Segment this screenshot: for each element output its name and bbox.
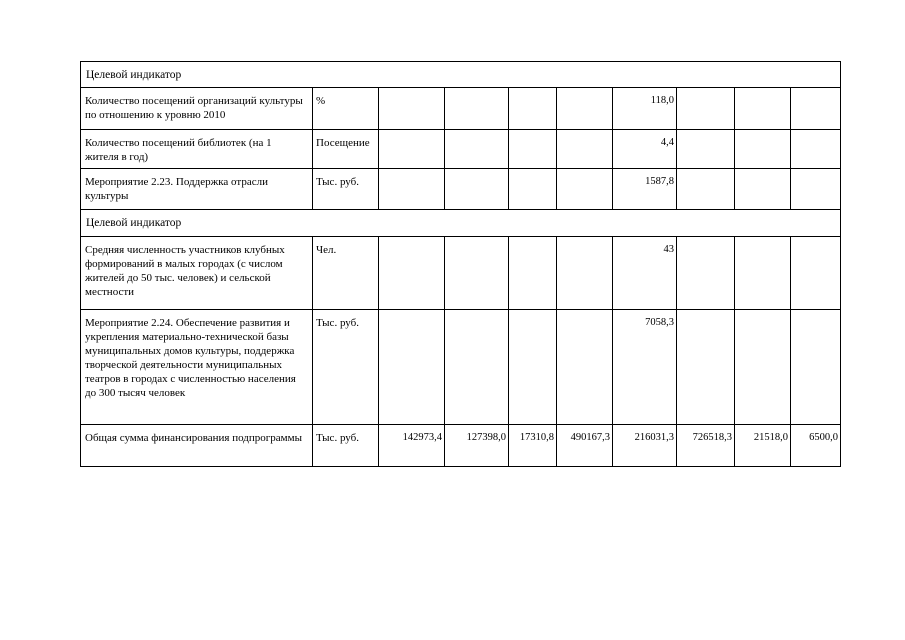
- value-cell: [379, 169, 445, 210]
- total-value-cell: 726518,3: [677, 425, 735, 467]
- value-cell: [791, 88, 841, 130]
- value-cell: [445, 310, 509, 425]
- value-cell: [509, 88, 557, 130]
- value-cell: 43: [613, 237, 677, 310]
- indicator-name: Количество посещений организаций культуры по отношению к уровню 2010: [81, 88, 313, 130]
- section-title: Целевой индикатор: [81, 210, 841, 237]
- total-value-cell: 142973,4: [379, 425, 445, 467]
- value-cell: [735, 169, 791, 210]
- value-cell: [735, 88, 791, 130]
- table-row: [81, 88, 841, 130]
- unit-cell: Чел.: [313, 237, 379, 310]
- value-cell: [445, 88, 509, 130]
- value-cell: 4,4: [613, 130, 677, 169]
- unit-cell: %: [313, 88, 379, 130]
- unit-cell: Тыс. руб.: [313, 169, 379, 210]
- unit-cell: Тыс. руб.: [313, 310, 379, 425]
- value-cell: [677, 88, 735, 130]
- value-cell: 7058,3: [613, 310, 677, 425]
- table-row: [81, 237, 841, 310]
- total-value-cell: 17310,8: [509, 425, 557, 467]
- section-row: [81, 210, 841, 237]
- indicator-name: Средняя численность участников клубных формирований в малых городах (с числом жителей до 50 тыс. человек) и сельской местности: [81, 237, 313, 310]
- value-cell: [677, 169, 735, 210]
- value-cell: [791, 237, 841, 310]
- value-cell: [379, 237, 445, 310]
- value-cell: [791, 169, 841, 210]
- table-row: [81, 310, 841, 425]
- section-row: [81, 62, 841, 88]
- value-cell: [379, 88, 445, 130]
- value-cell: [791, 130, 841, 169]
- value-cell: [509, 237, 557, 310]
- section-title: Целевой индикатор: [81, 62, 841, 88]
- total-value-cell: 21518,0: [735, 425, 791, 467]
- value-cell: 1587,8: [613, 169, 677, 210]
- value-cell: [735, 310, 791, 425]
- value-cell: [677, 310, 735, 425]
- total-label: Общая сумма финансирования подпрограммы: [81, 425, 313, 467]
- value-cell: [379, 130, 445, 169]
- table-row: [81, 169, 841, 210]
- indicator-name: Количество посещений библиотек (на 1 жителя в год): [81, 130, 313, 169]
- total-value-cell: 490167,3: [557, 425, 613, 467]
- total-row: [81, 425, 841, 467]
- value-cell: [509, 310, 557, 425]
- measure-name: Мероприятие 2.23. Поддержка отрасли культуры: [81, 169, 313, 210]
- total-value-cell: 127398,0: [445, 425, 509, 467]
- value-cell: [791, 310, 841, 425]
- value-cell: [445, 237, 509, 310]
- financing-table: [80, 61, 841, 467]
- unit-cell: Посещение: [313, 130, 379, 169]
- value-cell: [509, 169, 557, 210]
- value-cell: [379, 310, 445, 425]
- value-cell: [509, 130, 557, 169]
- value-cell: [557, 130, 613, 169]
- value-cell: [557, 237, 613, 310]
- value-cell: [557, 88, 613, 130]
- value-cell: [735, 130, 791, 169]
- table-row: [81, 130, 841, 169]
- total-value-cell: 216031,3: [613, 425, 677, 467]
- value-cell: [445, 169, 509, 210]
- value-cell: [677, 130, 735, 169]
- value-cell: [557, 310, 613, 425]
- value-cell: 118,0: [613, 88, 677, 130]
- measure-name: Мероприятие 2.24. Обеспечение развития и укрепления материально-технической базы муниципальных домов культуры, поддержка творческой деятельности муниципальных театров в городах с численностью населения до 300 тысяч человек: [81, 310, 313, 425]
- value-cell: [735, 237, 791, 310]
- value-cell: [677, 237, 735, 310]
- value-cell: [557, 169, 613, 210]
- unit-cell: Тыс. руб.: [313, 425, 379, 467]
- value-cell: [445, 130, 509, 169]
- total-value-cell: 6500,0: [791, 425, 841, 467]
